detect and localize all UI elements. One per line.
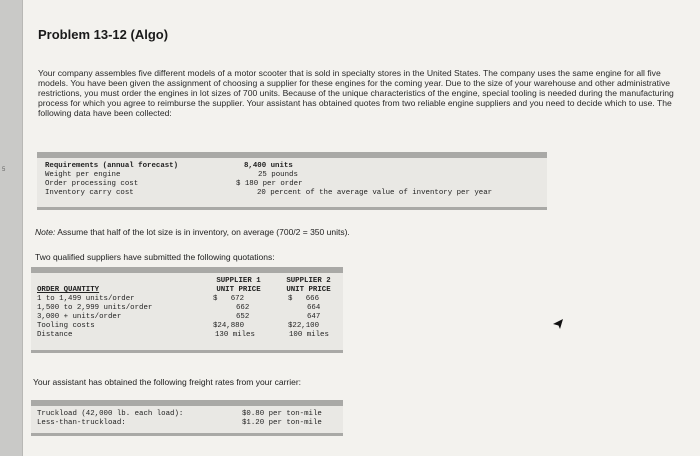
- freight-label-0: Truckload (42,000 lb. each load):: [37, 410, 184, 418]
- req-value-2: $ 180 per order: [236, 180, 303, 188]
- quote-label-1: 1,500 to 2,999 units/order: [37, 304, 153, 312]
- table-top-rule: [31, 267, 343, 273]
- quote-s2-0: $ 666: [288, 295, 320, 303]
- req-label-1: Weight per engine: [45, 171, 121, 179]
- supplier1-name: SUPPLIER 1: [216, 277, 261, 285]
- quote-s1-3: $24,880: [213, 322, 245, 330]
- req-value-3: 20 percent of the average value of inventory per year: [257, 189, 493, 197]
- quote-s2-3: $22,100: [288, 322, 320, 330]
- supplier2-header: [276, 277, 341, 295]
- freight-label-1: Less-than-truckload:: [37, 419, 126, 427]
- quote-s1-1: 662: [236, 304, 250, 312]
- quote-s1-0: $ 672: [213, 295, 245, 303]
- quote-label-2: 3,000 + units/order: [37, 313, 122, 321]
- intro-paragraph: Your company assembles five different models of a motor scooter that is sold in specialty stores in the United States. The company uses the same engine for all five models. You have been given the assignment of choosing a supplier for these engines for the coming year. Due to the size of your warehouse and other administrative restrictions, you must order the engines in lot sizes of 700 units. Because of the unique characteristics of the engine, special tooling is needed during the manufacturing process for which you agree to reimburse the supplier. Your assistant has obtained quotes from two reliable engine suppliers and you need to decide which to use. The following data have been collected:: [38, 68, 674, 118]
- mouse-cursor-icon: [553, 318, 565, 330]
- note-text: Assume that half of the lot size is in inventory, on average (700/2 = 350 units).: [55, 227, 350, 237]
- lot-size-note: [35, 227, 350, 237]
- side-number: 5: [2, 167, 6, 173]
- table-top-rule: [37, 152, 547, 158]
- quote-label-0: 1 to 1,499 units/order: [37, 295, 135, 303]
- table-bottom-rule: [37, 207, 547, 210]
- quote-s1-2: 652: [236, 313, 250, 321]
- req-label-2: Order processing cost: [45, 180, 139, 188]
- problem-intro: [38, 68, 688, 118]
- req-label-3: Inventory carry cost: [45, 189, 134, 197]
- supplier-quotes-table: [31, 267, 343, 353]
- quote-s1-4: 130 miles: [215, 331, 255, 339]
- order-quantity-header: ORDER QUANTITY: [37, 286, 100, 294]
- freight-intro: Your assistant has obtained the following freight rates from your carrier:: [33, 377, 302, 387]
- req-value-0: 8,400 units: [244, 162, 293, 170]
- note-prefix: Note:: [35, 227, 56, 237]
- freight-value-1: $1.20 per ton-mile: [242, 419, 322, 427]
- freight-rates-table: [31, 400, 343, 436]
- quote-s2-2: 647: [307, 313, 321, 321]
- table-top-rule: [31, 400, 343, 406]
- supplier1-header: [206, 277, 271, 295]
- supplier1-price-label: UNIT PRICE: [216, 286, 261, 294]
- requirements-table: [37, 152, 547, 210]
- quote-s2-1: 664: [307, 304, 321, 312]
- supplier2-price-label: UNIT PRICE: [286, 286, 331, 294]
- problem-title: Problem 13-12 (Algo): [38, 27, 169, 42]
- quote-label-4: Distance: [37, 331, 73, 339]
- req-label-0: Requirements (annual forecast): [45, 162, 179, 170]
- suppliers-intro: Two qualified suppliers have submitted the following quotations:: [35, 252, 275, 262]
- supplier2-name: SUPPLIER 2: [286, 277, 331, 285]
- quote-label-3: Tooling costs: [37, 322, 95, 330]
- quote-s2-4: 100 miles: [289, 331, 329, 339]
- req-value-1: 25 pounds: [258, 171, 298, 179]
- freight-value-0: $0.80 per ton-mile: [242, 410, 322, 418]
- table-bottom-rule: [31, 433, 343, 436]
- table-bottom-rule: [31, 350, 343, 353]
- problem-page: [22, 0, 700, 456]
